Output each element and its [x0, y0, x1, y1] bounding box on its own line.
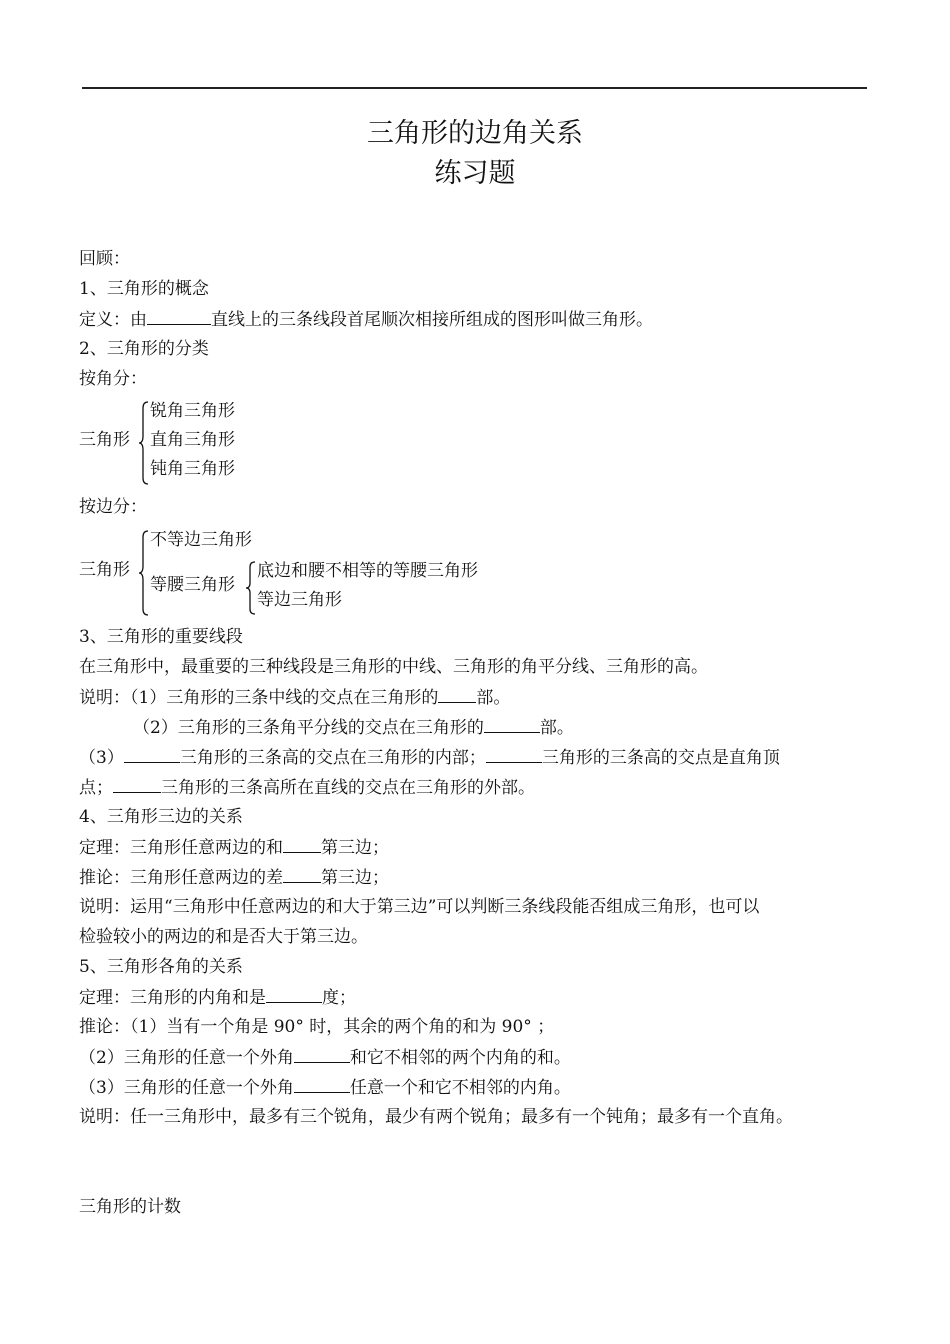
angle-note: 说明：任一三角形中，最多有三个锐角，最少有两个锐角；最多有一个钝角；最多有一个直角。 [79, 1107, 793, 1127]
note-altitude: （3） 三角形的三条高的交点在三角形的内部； 三角形的三条高的交点是直角顶 [79, 748, 780, 768]
section-3-heading: 3、三角形的重要线段 [79, 627, 243, 647]
angle-theorem: 定理：三角形的内角和是 度； [79, 988, 356, 1008]
angle-corollary-3: （3）三角形的任意一个外角 任意一个和它不相邻的内角。 [79, 1078, 571, 1098]
side-theorem: 定理：三角形任意两边的和 第三边； [79, 838, 389, 858]
left-brace-icon [138, 400, 150, 486]
classification-root: 三角形 [79, 560, 130, 580]
answer-blank[interactable] [294, 1076, 350, 1093]
counting-heading: 三角形的计数 [79, 1197, 181, 1217]
classification-root: 三角形 [79, 430, 130, 450]
by-side-label: 按边分： [79, 497, 147, 517]
side-type-scalene: 不等边三角形 [150, 530, 252, 550]
note-median: 说明：（1）三角形的三条中线的交点在三角形的 部。 [79, 688, 511, 708]
angle-type-right: 直角三角形 [150, 430, 235, 450]
left-brace-icon [138, 529, 150, 617]
isosceles-type-equilateral: 等边三角形 [257, 590, 342, 610]
answer-blank[interactable] [484, 716, 540, 733]
answer-blank[interactable] [113, 776, 161, 793]
isosceles-type-nonequilateral: 底边和腰不相等的等腰三角形 [257, 561, 478, 581]
answer-blank[interactable] [124, 746, 180, 763]
page-title: 三角形的边角关系 [367, 118, 583, 149]
note-altitude-cont: 点； 三角形的三条高所在直线的交点在三角形的外部。 [79, 778, 535, 798]
side-type-isosceles: 等腰三角形 [150, 575, 235, 595]
angle-type-acute: 锐角三角形 [150, 401, 235, 421]
left-brace-icon [245, 560, 257, 616]
angle-type-obtuse: 钝角三角形 [150, 459, 235, 479]
side-corollary: 推论：三角形任意两边的差 第三边； [79, 868, 389, 888]
page-subtitle: 练习题 [434, 158, 516, 189]
answer-blank[interactable] [486, 746, 542, 763]
answer-blank[interactable] [283, 866, 321, 883]
definition-line: 定义：由 直线上的三条线段首尾顺次相接所组成的图形叫做三角形。 [79, 310, 653, 330]
review-label: 回顾： [79, 249, 130, 269]
answer-blank[interactable] [294, 1046, 350, 1063]
note-bisector: （2）三角形的三条角平分线的交点在三角形的 部。 [133, 718, 574, 738]
header-rule [82, 87, 867, 89]
answer-blank[interactable] [147, 308, 211, 325]
section-5-heading: 5、三角形各角的关系 [79, 957, 243, 977]
answer-blank[interactable] [438, 686, 476, 703]
side-note-line2: 检验较小的两边的和是否大于第三边。 [79, 927, 368, 947]
section-1-heading: 1、三角形的概念 [79, 279, 209, 299]
side-note-line1: 说明：运用“三角形中任意两边的和大于第三边”可以判断三条线段能否组成三角形，也可以 [79, 897, 760, 917]
section-2-heading: 2、三角形的分类 [79, 339, 209, 359]
answer-blank[interactable] [266, 986, 322, 1003]
section-3-intro: 在三角形中，最重要的三种线段是三角形的中线、三角形的角平分线、三角形的高。 [79, 657, 708, 677]
by-angle-label: 按角分： [79, 369, 147, 389]
answer-blank[interactable] [283, 836, 321, 853]
section-4-heading: 4、三角形三边的关系 [79, 807, 243, 827]
angle-corollary-2: （2）三角形的任意一个外角 和它不相邻的两个内角的和。 [79, 1048, 571, 1068]
angle-corollary-1: 推论：（1）当有一个角是 90° 时，其余的两个角的和为 90° ； [79, 1017, 555, 1037]
